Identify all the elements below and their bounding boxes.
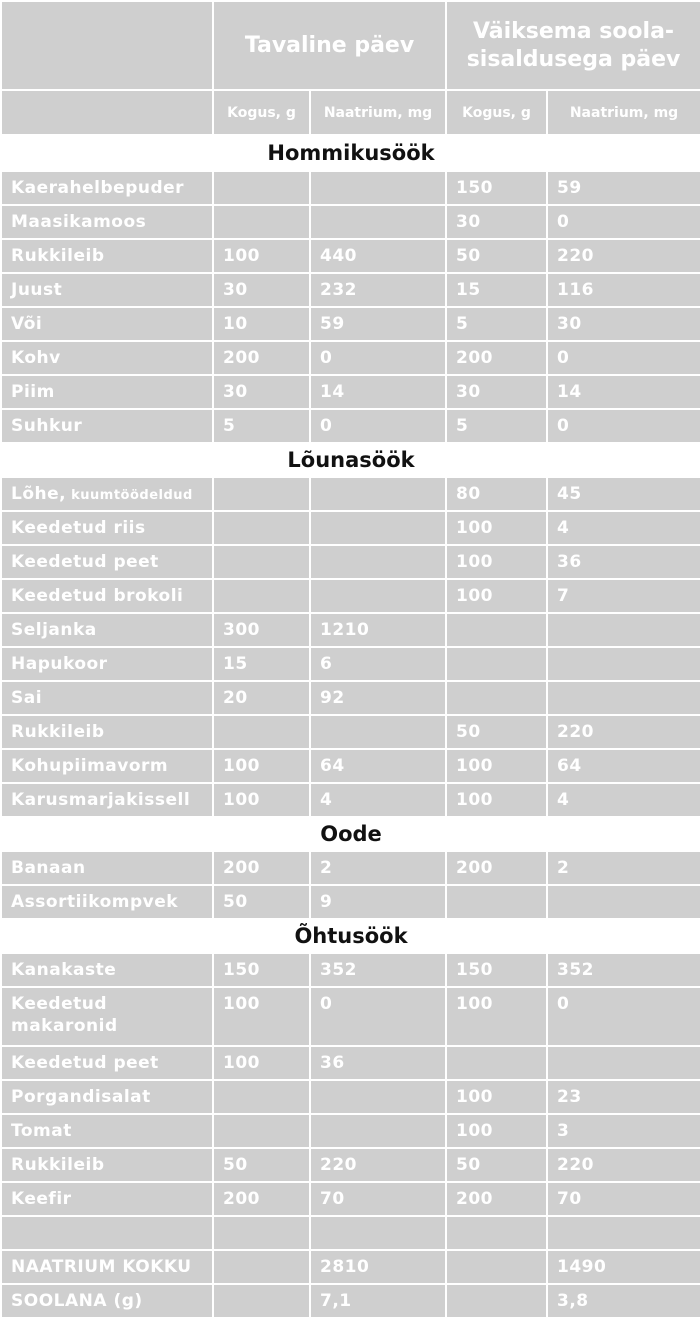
sodium-normal-cell: 36 <box>310 1046 446 1080</box>
table-row <box>1 239 700 273</box>
food-name-cell: Karusmarjakissell <box>1 783 213 817</box>
table-row <box>1 749 700 783</box>
table-row <box>1 1046 700 1080</box>
header-empty-cell <box>1 1 213 90</box>
table-row <box>1 715 700 749</box>
amount-low-cell: 100 <box>446 987 547 1046</box>
spacer-cell <box>213 1216 310 1250</box>
food-name-cell: Keedetud makaronid <box>1 987 213 1046</box>
amount-normal-cell: 50 <box>213 885 310 919</box>
header-row <box>1 1 700 90</box>
food-name-cell: Rukkileib <box>1 239 213 273</box>
amount-normal-cell: 30 <box>213 273 310 307</box>
amount-low-cell <box>446 885 547 919</box>
amount-low-cell: 100 <box>446 1114 547 1148</box>
amount-low-cell: 30 <box>446 375 547 409</box>
table-row <box>1 545 700 579</box>
amount-normal-cell: 150 <box>213 953 310 987</box>
amount-normal-cell: 100 <box>213 239 310 273</box>
sodium-normal-cell: 9 <box>310 885 446 919</box>
amount-low-cell: 200 <box>446 1182 547 1216</box>
table-row <box>1 987 700 1046</box>
sodium-low-cell: 352 <box>547 953 700 987</box>
amount-low-cell: 100 <box>446 511 547 545</box>
sodium-normal-cell: 92 <box>310 681 446 715</box>
table-row <box>1 375 700 409</box>
table-row <box>1 647 700 681</box>
sodium-low-cell: 7 <box>547 579 700 613</box>
sodium-normal-cell: 64 <box>310 749 446 783</box>
amount-normal-cell <box>213 477 310 511</box>
sodium-normal-cell <box>310 1114 446 1148</box>
section-title: Lõunasöök <box>1 443 700 477</box>
sodium-low-cell: 4 <box>547 783 700 817</box>
food-name-cell: Suhkur <box>1 409 213 443</box>
table-row <box>1 1148 700 1182</box>
food-name-cell: Seljanka <box>1 613 213 647</box>
sodium-normal-cell: 1210 <box>310 613 446 647</box>
sodium-low-cell: 64 <box>547 749 700 783</box>
sodium-normal-cell <box>310 477 446 511</box>
food-name-cell: Kohv <box>1 341 213 375</box>
amount-normal-cell <box>213 511 310 545</box>
total-cell: SOOLANA (g) <box>1 1284 213 1318</box>
amount-low-cell: 80 <box>446 477 547 511</box>
amount-low-cell: 5 <box>446 307 547 341</box>
amount-normal-cell: 100 <box>213 987 310 1046</box>
total-cell <box>213 1250 310 1284</box>
sodium-normal-cell: 14 <box>310 375 446 409</box>
spacer-row <box>1 1216 700 1250</box>
sodium-normal-cell: 440 <box>310 239 446 273</box>
food-name-cell: Sai <box>1 681 213 715</box>
food-name-cell: Rukkileib <box>1 715 213 749</box>
amount-normal-cell <box>213 171 310 205</box>
sodium-low-cell <box>547 681 700 715</box>
sodium-normal-cell: 232 <box>310 273 446 307</box>
sodium-low-cell: 0 <box>547 409 700 443</box>
sodium-normal-cell <box>310 579 446 613</box>
total-cell <box>213 1284 310 1318</box>
amount-low-cell: 50 <box>446 715 547 749</box>
amount-low-cell: 30 <box>446 205 547 239</box>
sodium-low-cell <box>547 613 700 647</box>
sodium-low-cell: 14 <box>547 375 700 409</box>
subheader-sodium-low: Naatrium, mg <box>547 90 700 135</box>
salmon-note: kuumtöödeldud <box>66 488 193 503</box>
total-cell: 7,1 <box>310 1284 446 1318</box>
section-title: Hommikusöök <box>1 135 700 171</box>
header-normal-day: Tavaline päev <box>213 1 446 90</box>
section-header-row <box>1 443 700 477</box>
total-cell: NAATRIUM KOKKU <box>1 1250 213 1284</box>
sodium-normal-cell <box>310 545 446 579</box>
sodium-low-cell: 0 <box>547 987 700 1046</box>
amount-normal-cell: 200 <box>213 1182 310 1216</box>
food-name-cell: Keefir <box>1 1182 213 1216</box>
amount-low-cell: 100 <box>446 545 547 579</box>
sodium-low-cell: 30 <box>547 307 700 341</box>
spacer-cell <box>446 1216 547 1250</box>
sodium-normal-cell: 0 <box>310 409 446 443</box>
section-title: Oode <box>1 817 700 851</box>
subheader-amount-low: Kogus, g <box>446 90 547 135</box>
amount-normal-cell <box>213 715 310 749</box>
amount-low-cell: 5 <box>446 409 547 443</box>
sodium-normal-cell: 70 <box>310 1182 446 1216</box>
totals-row <box>1 1250 700 1284</box>
amount-low-cell: 150 <box>446 953 547 987</box>
table-row <box>1 205 700 239</box>
table-row <box>1 613 700 647</box>
amount-normal-cell <box>213 1080 310 1114</box>
amount-normal-cell: 20 <box>213 681 310 715</box>
total-cell <box>446 1250 547 1284</box>
food-name-cell: Maasikamoos <box>1 205 213 239</box>
food-name-cell: Banaan <box>1 851 213 885</box>
sodium-normal-cell: 59 <box>310 307 446 341</box>
food-name-cell: Tomat <box>1 1114 213 1148</box>
table-row <box>1 953 700 987</box>
amount-low-cell: 100 <box>446 579 547 613</box>
amount-normal-cell: 5 <box>213 409 310 443</box>
amount-low-cell <box>446 647 547 681</box>
section-title: Õhtusöök <box>1 919 700 953</box>
food-name-cell: Piim <box>1 375 213 409</box>
amount-low-cell: 15 <box>446 273 547 307</box>
spacer-cell <box>310 1216 446 1250</box>
sodium-normal-cell: 220 <box>310 1148 446 1182</box>
food-name-cell: Kohupiimavorm <box>1 749 213 783</box>
amount-normal-cell: 100 <box>213 783 310 817</box>
sodium-low-cell: 220 <box>547 239 700 273</box>
table-row <box>1 783 700 817</box>
table-row <box>1 851 700 885</box>
table-row <box>1 1114 700 1148</box>
sodium-low-cell: 2 <box>547 851 700 885</box>
sodium-low-cell: 70 <box>547 1182 700 1216</box>
amount-normal-cell: 200 <box>213 341 310 375</box>
table-row <box>1 307 700 341</box>
sodium-low-cell: 23 <box>547 1080 700 1114</box>
table-row <box>1 511 700 545</box>
food-name-cell: Lõhe, kuumtöödeldud <box>1 477 213 511</box>
subheader-sodium-normal: Naatrium, mg <box>310 90 446 135</box>
sodium-normal-cell <box>310 715 446 749</box>
sodium-normal-cell: 352 <box>310 953 446 987</box>
sodium-normal-cell <box>310 1080 446 1114</box>
amount-normal-cell <box>213 545 310 579</box>
sodium-low-cell <box>547 1046 700 1080</box>
amount-normal-cell: 100 <box>213 1046 310 1080</box>
food-name-cell: Keedetud brokoli <box>1 579 213 613</box>
spacer-cell <box>547 1216 700 1250</box>
total-cell: 2810 <box>310 1250 446 1284</box>
food-name-cell: Porgandisalat <box>1 1080 213 1114</box>
sodium-normal-cell: 2 <box>310 851 446 885</box>
sodium-low-cell: 0 <box>547 341 700 375</box>
amount-low-cell: 100 <box>446 1080 547 1114</box>
sodium-low-cell: 116 <box>547 273 700 307</box>
table-row <box>1 1182 700 1216</box>
header-low-salt-day: Väiksema soola-sisaldusega päev <box>446 1 700 90</box>
table-row <box>1 477 700 511</box>
sodium-low-cell: 45 <box>547 477 700 511</box>
amount-low-cell: 200 <box>446 341 547 375</box>
amount-normal-cell <box>213 579 310 613</box>
sodium-low-cell: 0 <box>547 205 700 239</box>
amount-low-cell <box>446 1046 547 1080</box>
table-row <box>1 341 700 375</box>
spacer-cell <box>1 1216 213 1250</box>
amount-low-cell <box>446 613 547 647</box>
table-row <box>1 681 700 715</box>
amount-normal-cell <box>213 205 310 239</box>
sodium-normal-cell <box>310 205 446 239</box>
amount-normal-cell: 30 <box>213 375 310 409</box>
amount-normal-cell <box>213 1114 310 1148</box>
food-name-cell: Kaerahelbepuder <box>1 171 213 205</box>
sodium-normal-cell: 6 <box>310 647 446 681</box>
amount-low-cell: 50 <box>446 239 547 273</box>
food-name-cell: Või <box>1 307 213 341</box>
amount-low-cell: 150 <box>446 171 547 205</box>
subheader-row <box>1 90 700 135</box>
table-row <box>1 579 700 613</box>
total-cell <box>446 1284 547 1318</box>
sodium-low-cell: 3 <box>547 1114 700 1148</box>
food-name-cell: Hapukoor <box>1 647 213 681</box>
table-row <box>1 273 700 307</box>
amount-low-cell <box>446 681 547 715</box>
amount-low-cell: 100 <box>446 783 547 817</box>
amount-normal-cell: 10 <box>213 307 310 341</box>
sodium-low-cell: 220 <box>547 1148 700 1182</box>
sodium-normal-cell <box>310 511 446 545</box>
amount-low-cell: 100 <box>446 749 547 783</box>
section-header-row <box>1 817 700 851</box>
sodium-low-cell: 36 <box>547 545 700 579</box>
sodium-low-cell: 59 <box>547 171 700 205</box>
section-header-row <box>1 135 700 171</box>
food-name-cell: Keedetud riis <box>1 511 213 545</box>
amount-normal-cell: 50 <box>213 1148 310 1182</box>
sodium-normal-cell: 0 <box>310 341 446 375</box>
table-row <box>1 409 700 443</box>
food-name-cell: Assortiikompvek <box>1 885 213 919</box>
sodium-normal-cell: 4 <box>310 783 446 817</box>
food-name-cell: Juust <box>1 273 213 307</box>
subheader-empty-cell <box>1 90 213 135</box>
sodium-normal-cell: 0 <box>310 987 446 1046</box>
section-header-row <box>1 919 700 953</box>
amount-normal-cell: 100 <box>213 749 310 783</box>
totals-row <box>1 1284 700 1318</box>
sodium-normal-cell <box>310 171 446 205</box>
table-row <box>1 171 700 205</box>
subheader-amount-normal: Kogus, g <box>213 90 310 135</box>
amount-normal-cell: 300 <box>213 613 310 647</box>
food-name-cell: Keedetud peet <box>1 1046 213 1080</box>
amount-normal-cell: 15 <box>213 647 310 681</box>
amount-low-cell: 50 <box>446 1148 547 1182</box>
food-name-cell: Keedetud peet <box>1 545 213 579</box>
total-cell: 1490 <box>547 1250 700 1284</box>
table-row <box>1 885 700 919</box>
amount-low-cell: 200 <box>446 851 547 885</box>
total-cell: 3,8 <box>547 1284 700 1318</box>
sodium-low-cell: 220 <box>547 715 700 749</box>
amount-normal-cell: 200 <box>213 851 310 885</box>
food-name-cell: Rukkileib <box>1 1148 213 1182</box>
sodium-low-cell <box>547 885 700 919</box>
sodium-low-cell: 4 <box>547 511 700 545</box>
table-row <box>1 1080 700 1114</box>
sodium-low-cell <box>547 647 700 681</box>
food-name-cell: Kanakaste <box>1 953 213 987</box>
